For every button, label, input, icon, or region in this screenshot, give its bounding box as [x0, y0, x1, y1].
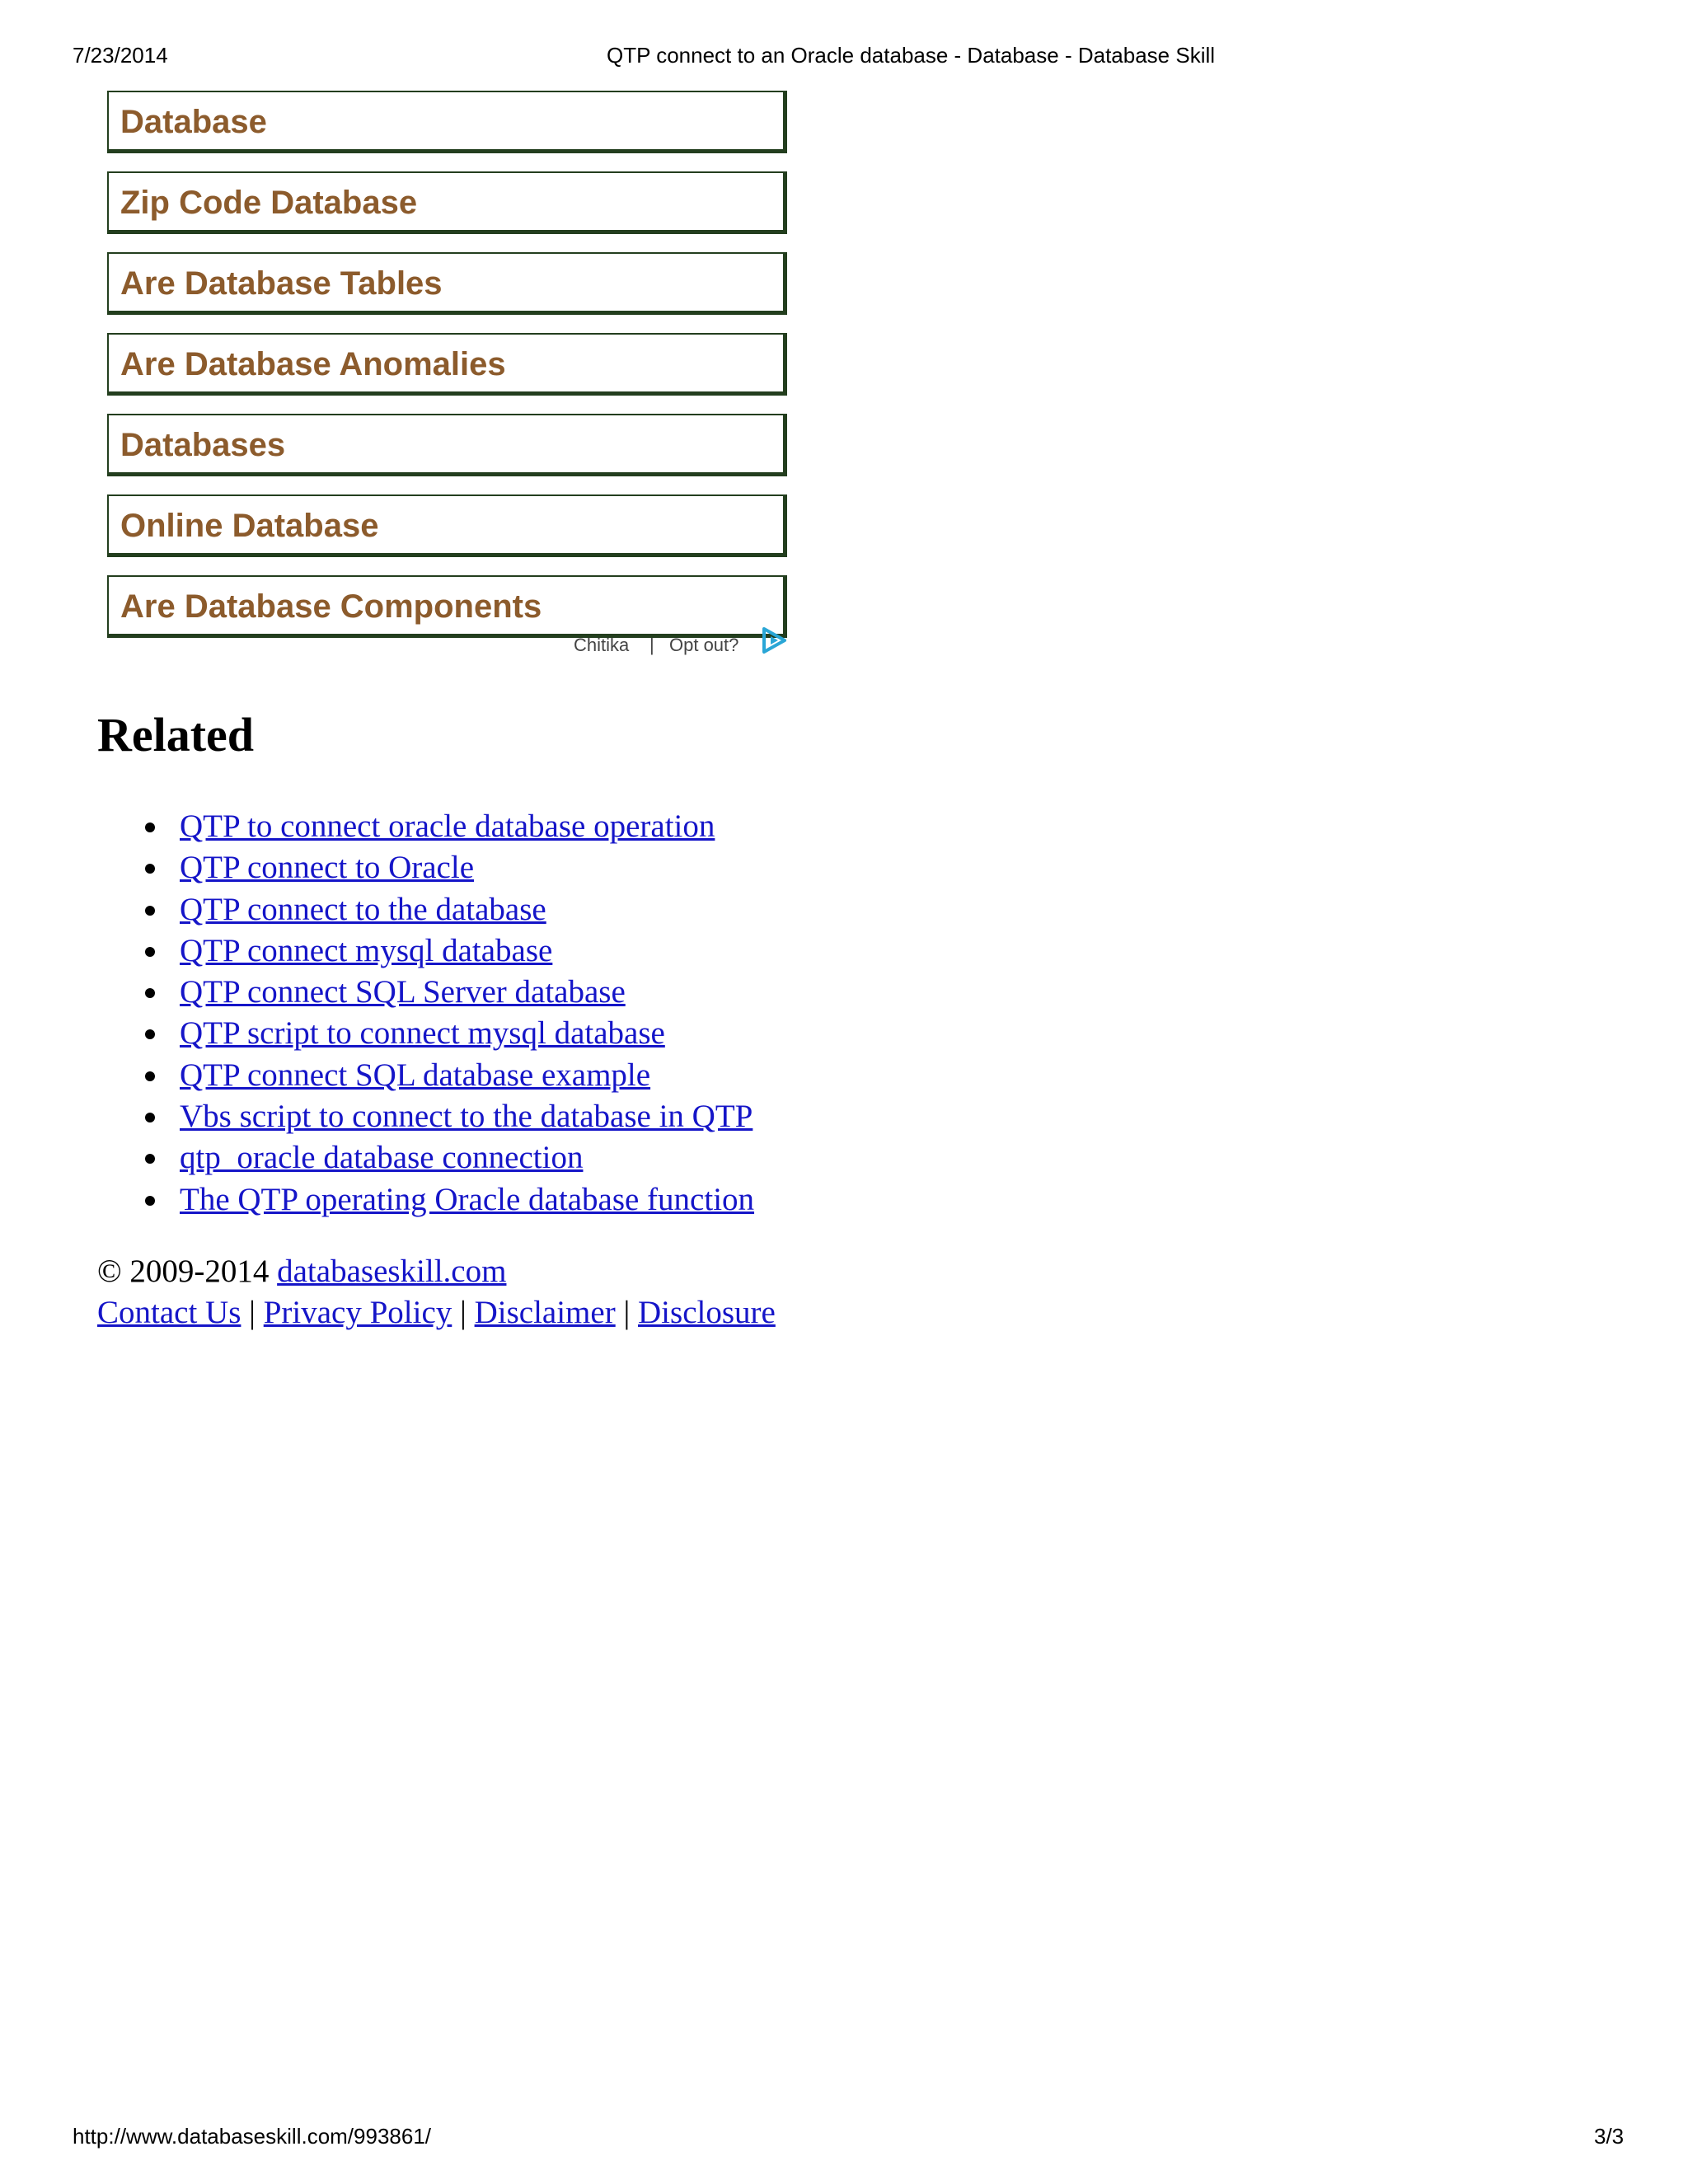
print-header [0, 43, 1688, 73]
disclaimer-link[interactable]: Disclaimer [474, 1295, 616, 1330]
list-item [180, 1137, 754, 1179]
list-item [180, 1179, 754, 1221]
site-home-link[interactable]: databaseskill.com [277, 1254, 507, 1289]
ad-link-online-database[interactable]: Online Database [107, 494, 787, 557]
list-item [180, 847, 754, 888]
ad-link-databases[interactable]: Databases [107, 414, 787, 476]
ad-link-are-database-anomalies[interactable]: Are Database Anomalies [107, 333, 787, 396]
bullet-icon [145, 1071, 155, 1081]
list-item [180, 972, 754, 1013]
ad-link-unit [107, 91, 790, 656]
print-date: 7/23/2014 [73, 43, 168, 68]
ad-link-zip-code-database[interactable]: Zip Code Database [107, 171, 787, 234]
footer-separator: | [623, 1295, 631, 1330]
attribution-separator: | [649, 635, 654, 655]
chitika-link[interactable]: Chitika [574, 635, 630, 655]
related-link[interactable]: qtp_oracle database connection [180, 1140, 584, 1176]
disclosure-link[interactable]: Disclosure [638, 1295, 776, 1330]
related-link[interactable]: QTP script to connect mysql database [180, 1015, 665, 1052]
print-page-number: 3/3 [1594, 2124, 1625, 2149]
list-item [180, 889, 754, 930]
bullet-icon [145, 864, 155, 874]
related-link[interactable]: QTP connect to Oracle [180, 850, 474, 886]
bullet-icon [145, 988, 155, 998]
related-heading: Related [97, 708, 255, 762]
list-item [180, 1096, 754, 1137]
ad-attribution [574, 626, 790, 659]
related-link[interactable]: Vbs script to connect to the database in QTP [180, 1099, 753, 1135]
related-link[interactable]: QTP connect to the database [180, 891, 546, 927]
bullet-icon [145, 1154, 155, 1164]
print-url: http://www.databaseskill.com/993861/ [73, 2124, 432, 2149]
print-page-title: QTP connect to an Oracle database - Database - Database Skill [607, 43, 1216, 68]
copyright-line [97, 1251, 776, 1292]
footer-separator: | [460, 1295, 467, 1330]
related-link[interactable]: QTP to connect oracle database operation [180, 808, 715, 844]
bullet-icon [145, 1029, 155, 1039]
contact-us-link[interactable]: Contact Us [97, 1295, 241, 1330]
print-footer [0, 2124, 1688, 2154]
footer-links [97, 1292, 776, 1333]
bullet-icon [145, 906, 155, 916]
bullet-icon [145, 823, 155, 832]
list-item [180, 1013, 754, 1054]
copyright-text: © 2009-2014 [97, 1254, 270, 1289]
list-item [180, 930, 754, 972]
bullet-icon [145, 1113, 155, 1122]
list-item [180, 806, 754, 847]
ad-link-database[interactable]: Database [107, 91, 787, 153]
related-link[interactable]: QTP connect SQL Server database [180, 974, 626, 1010]
related-links-list [180, 806, 754, 1221]
related-link[interactable]: The QTP operating Oracle database function [180, 1181, 755, 1217]
bullet-icon [145, 947, 155, 957]
related-link[interactable]: QTP connect SQL database example [180, 1057, 651, 1093]
privacy-policy-link[interactable]: Privacy Policy [263, 1295, 452, 1330]
site-footer [97, 1251, 776, 1333]
list-item [180, 1055, 754, 1096]
ad-link-are-database-components[interactable]: Are Database Components [107, 575, 787, 638]
related-link[interactable]: QTP connect mysql database [180, 932, 553, 968]
footer-separator: | [249, 1295, 256, 1330]
adchoices-icon[interactable] [760, 626, 788, 654]
bullet-icon [145, 1196, 155, 1206]
opt-out-link[interactable]: Opt out? [669, 635, 739, 655]
ad-link-are-database-tables[interactable]: Are Database Tables [107, 252, 787, 315]
